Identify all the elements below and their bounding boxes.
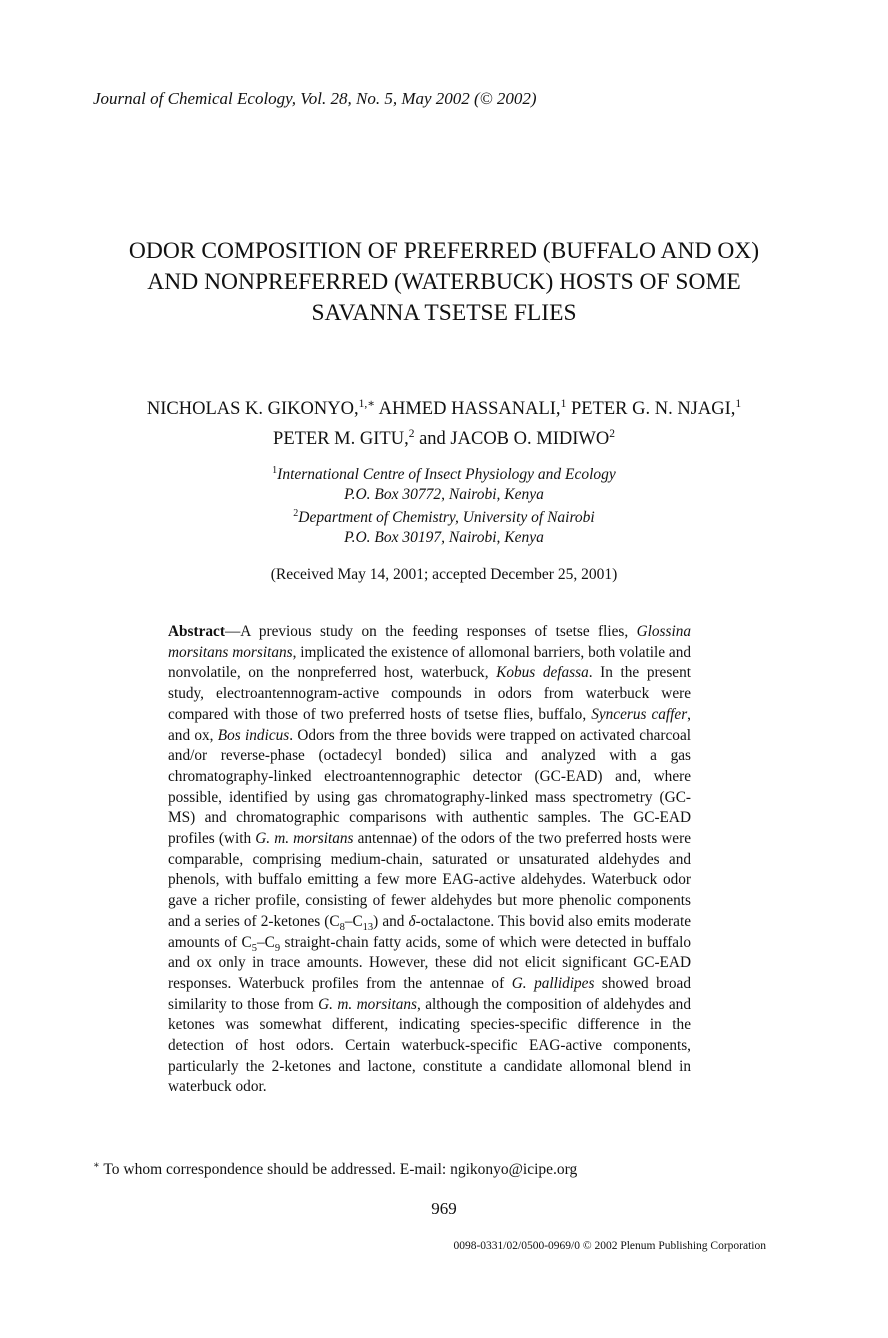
author-name: JACOB O. MIDIWO [450, 429, 610, 450]
journal-header: Journal of Chemical Ecology, Vol. 28, No. 5, May 2002 (© 2002) [93, 89, 537, 108]
abstract-text: , although the composition of aldehydes and ketones was somewhat different, indicating species-specific difference in the detection of host odors. Certain waterbuck-specific EAG-active components, particularly the 2-ketones and lactone, constitute a candidate allomonal blend in waterbuck odor. [168, 995, 691, 1096]
abstract-subscript: 13 [362, 921, 374, 933]
abstract [168, 622, 691, 1098]
abstract-text: showed broad similarity to those from [168, 974, 691, 1013]
abstract-text: . Odors from the three bovids were trapped on activated charcoal and/or reverse-phase (octadecyl bonded) silica and analyzed with a gas chromatography-linked electroantennographic detector (GC-EAD) and, where possible, identified by using gas chromatography-linked mass spectrometry (GC-MS) and chromatographic comparisons with authentic samples. The GC-EAD profiles (with [168, 726, 691, 848]
footnote-mark: ∗ [93, 1160, 100, 1171]
affiliation-institution: Department of Chemistry, University of Nairobi [298, 509, 595, 527]
abstract-text: —A previous study on the feeding responses of tsetse flies, [224, 623, 637, 640]
title-line: SAVANNA TSETSE FLIES [311, 300, 577, 326]
abstract-italic: Bos indicus [217, 726, 290, 744]
abstract-text: ) and [373, 912, 409, 930]
abstract-text: straight-chain fatty acids, some of which were detected in buffalo and ox only in trace amounts. However, these did not elicit significant GC-EAD responses. Waterbuck profiles from the antennae of [168, 933, 691, 992]
author-name: AHMED HASSANALI, [378, 399, 561, 420]
author-affil-mark: 1,∗ [358, 398, 376, 410]
abstract-italic: G. m. morsitans [318, 995, 417, 1013]
affiliation [140, 461, 748, 505]
affiliation-institution: International Centre of Insect Physiology and Ecology [277, 466, 616, 484]
received-dates: (Received May 14, 2001; accepted December 25, 2001) [270, 566, 618, 583]
abstract-subscript: 8 [339, 921, 345, 933]
abstract-text: antennae) of the odors of the two preferred hosts were comparable, comprising medium-chain, saturated or unsaturated aldehydes and phenols, with buffalo emitting a few more EAG-active aldehydes. Waterbuck odor gave a richer profile, consisting of fewer aldehydes but more phenolic components and a series of 2-ketones (C [168, 830, 691, 930]
copyright-line: 0098-0331/02/0500-0969/0 © 2002 Plenum Publishing Corporation [453, 1240, 766, 1252]
author-affil-mark: 2 [609, 428, 615, 441]
page-number: 969 [431, 1199, 457, 1218]
author-affil-mark: 2 [408, 428, 415, 441]
abstract-italic: δ [408, 912, 416, 930]
abstract-text: . In the present study, electroantennogram-active compounds in odors from waterbuck were compared with those of two preferred hosts of tsetse flies, buffalo, [168, 664, 691, 723]
paper-title [60, 236, 828, 329]
author-conjunction: and [419, 429, 446, 450]
author-affil-mark: 1 [560, 398, 567, 410]
abstract-subscript: 5 [251, 942, 257, 954]
abstract-subscript: 9 [274, 942, 281, 954]
title-line: AND NONPREFERRED (WATERBUCK) HOSTS OF SOME [147, 269, 741, 295]
abstract-label: Abstract [168, 623, 225, 640]
affiliation [140, 504, 748, 548]
abstract-italic: Glossina morsitans morsitans [168, 623, 691, 661]
author-line [40, 422, 848, 452]
affiliation-mark: 1 [272, 465, 278, 476]
abstract-text: , and ox, [168, 705, 691, 744]
author-line [40, 392, 848, 422]
affiliation-address: P.O. Box 30197, Nairobi, Kenya [344, 529, 544, 547]
abstract-text: , implicated the existence of allomonal barriers, both volatile and nonvolatile, on the nonpreferred host, waterbuck, [168, 643, 691, 682]
title-line: ODOR COMPOSITION OF PREFERRED (BUFFALO AND OX) [128, 238, 760, 264]
abstract-text: –C [344, 912, 363, 930]
author-list [40, 392, 848, 452]
affiliation-mark: 2 [293, 508, 299, 519]
author-affil-mark: 1 [735, 398, 742, 410]
author-name: NICHOLAS K. GIKONYO, [146, 399, 359, 420]
abstract-italic: G. pallidipes [511, 974, 595, 992]
footnote [93, 1160, 577, 1179]
abstract-text: -octalactone. This bovid also emits moderate amounts of C [168, 912, 691, 951]
abstract-italic: G. m. morsitans [255, 830, 354, 848]
abstract-italic: Kobus defassa [496, 664, 589, 682]
author-name: PETER G. N. NJAGI, [570, 399, 736, 420]
footnote-text: To whom correspondence should be addressed. E-mail: ngikonyo@icipe.org [99, 1161, 578, 1179]
abstract-italic: Syncerus caffer [591, 705, 688, 723]
affiliation-address: P.O. Box 30772, Nairobi, Kenya [344, 486, 544, 504]
abstract-text: –C [256, 933, 275, 951]
author-name: PETER M. GITU, [273, 429, 409, 450]
